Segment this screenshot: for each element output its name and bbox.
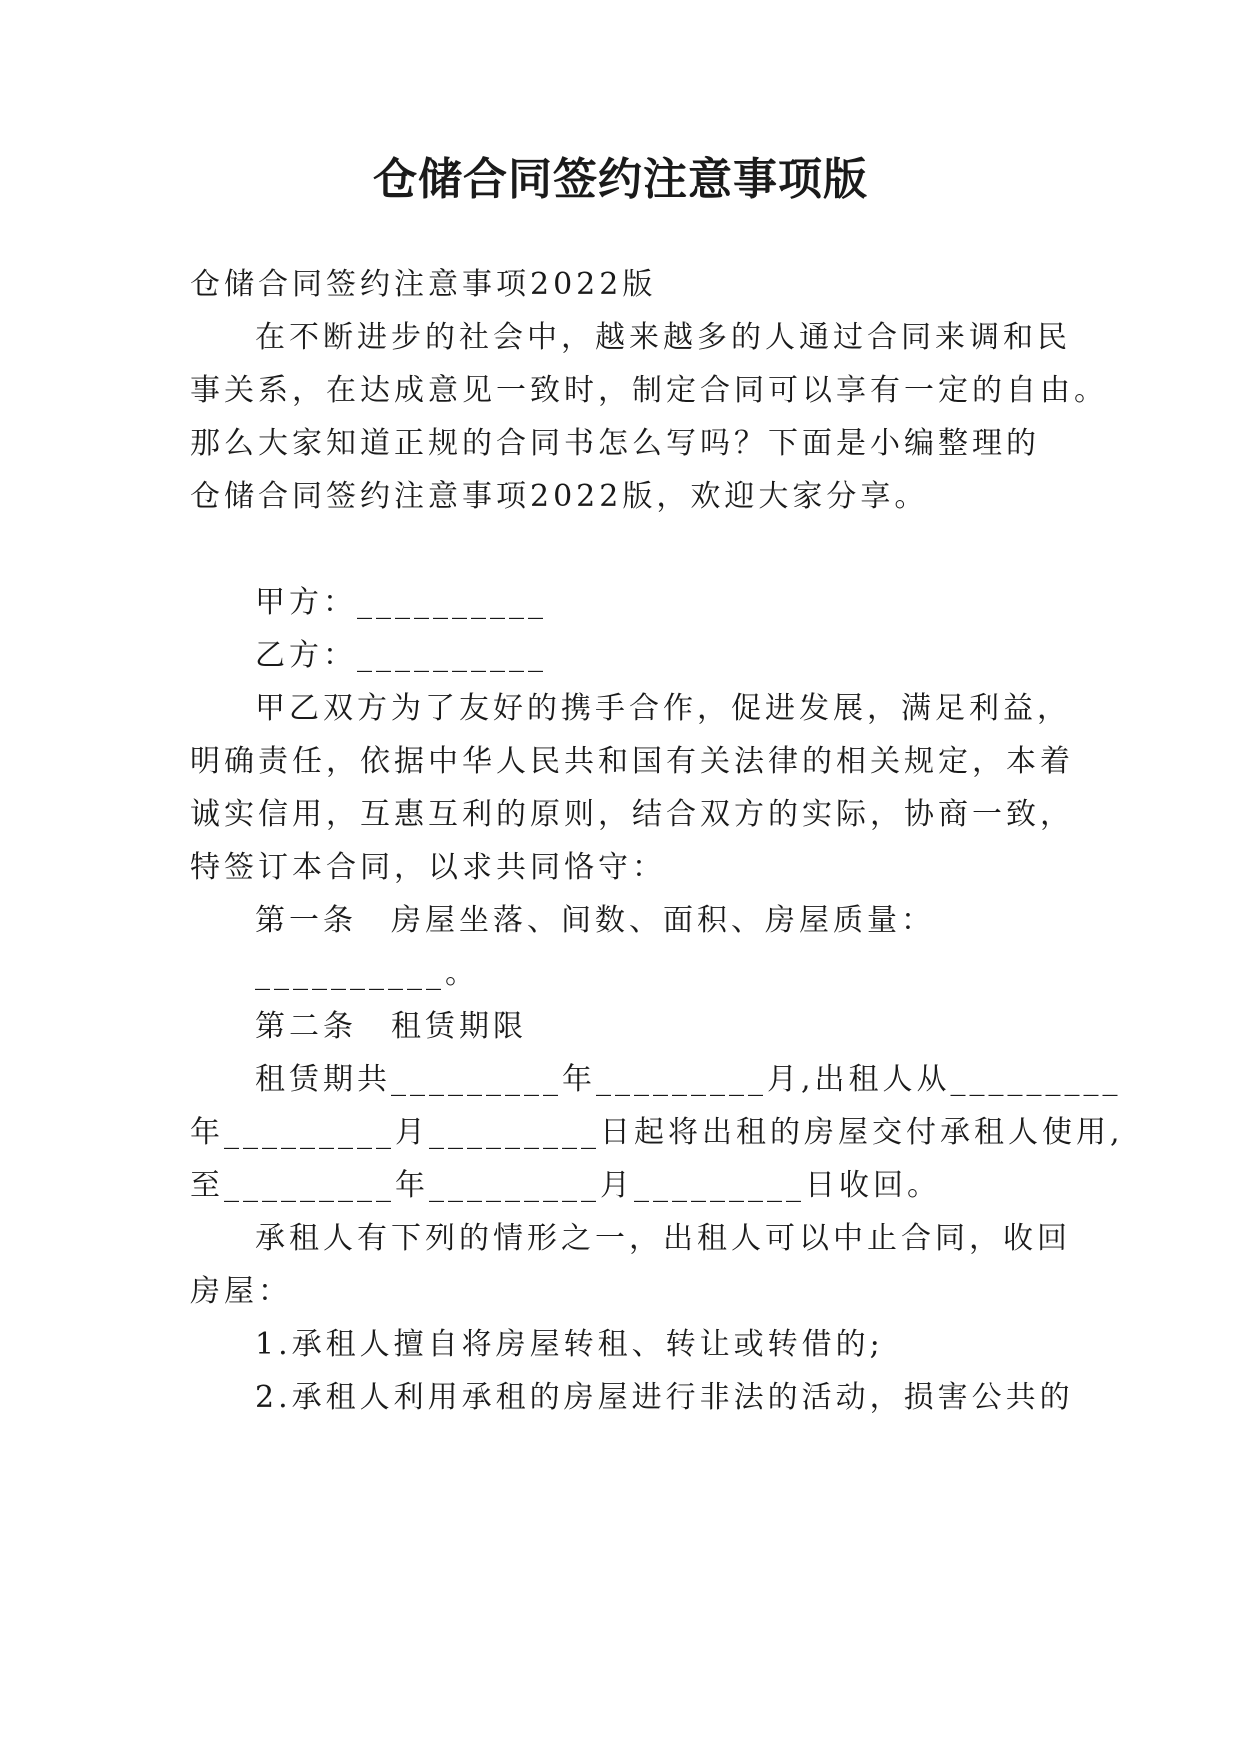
article-2-heading: 第二条 租赁期限 [255, 1009, 527, 1044]
preamble-line-4: 特签订本合同，以求共同恪守： [190, 850, 666, 885]
party-a-line: 甲方：__________ [255, 585, 547, 620]
intro-line-2: 事关系，在达成意见一致时，制定合同可以享有一定的自由。 [190, 373, 1108, 408]
list-item-2: 2.承租人利用承租的房屋进行非法的活动，损害公共的 [255, 1380, 1074, 1415]
intro-line-1: 在不断进步的社会中，越来越多的人通过合同来调和民 [255, 320, 1071, 355]
intro-line-4: 仓储合同签约注意事项2022版，欢迎大家分享。 [190, 479, 929, 514]
party-b-line: 乙方：__________ [255, 638, 547, 673]
article-1-heading: 第一条 房屋坐落、间数、面积、房屋质量： [255, 903, 935, 938]
list-item-1: 1.承租人擅自将房屋转租、转让或转借的; [255, 1327, 884, 1362]
article-2-line-2: 年_________月_________日起将出租的房屋交付承租人使用, [190, 1115, 1124, 1150]
preamble-line-2: 明确责任，依据中华人民共和国有关法律的相关规定，本着 [190, 744, 1074, 779]
document-subtitle: 仓储合同签约注意事项2022版 [190, 267, 657, 302]
intro-line-3: 那么大家知道正规的合同书怎么写吗？下面是小编整理的 [190, 426, 1040, 461]
termination-line-2: 房屋： [190, 1274, 292, 1309]
document-title: 仓储合同签约注意事项版 [373, 154, 868, 205]
preamble-line-1: 甲乙双方为了友好的携手合作，促进发展，满足利益， [255, 691, 1071, 726]
article-2-line-3: 至_________年_________月_________日收回。 [190, 1168, 941, 1203]
article-2-line-1: 租赁期共_________年_________月,出租人从_________ [255, 1062, 1122, 1097]
preamble-line-3: 诚实信用，互惠互利的原则，结合双方的实际，协商一致， [190, 797, 1074, 832]
article-1-blank: __________。 [255, 956, 479, 991]
termination-line-1: 承租人有下列的情形之一，出租人可以中止合同，收回 [255, 1221, 1071, 1256]
